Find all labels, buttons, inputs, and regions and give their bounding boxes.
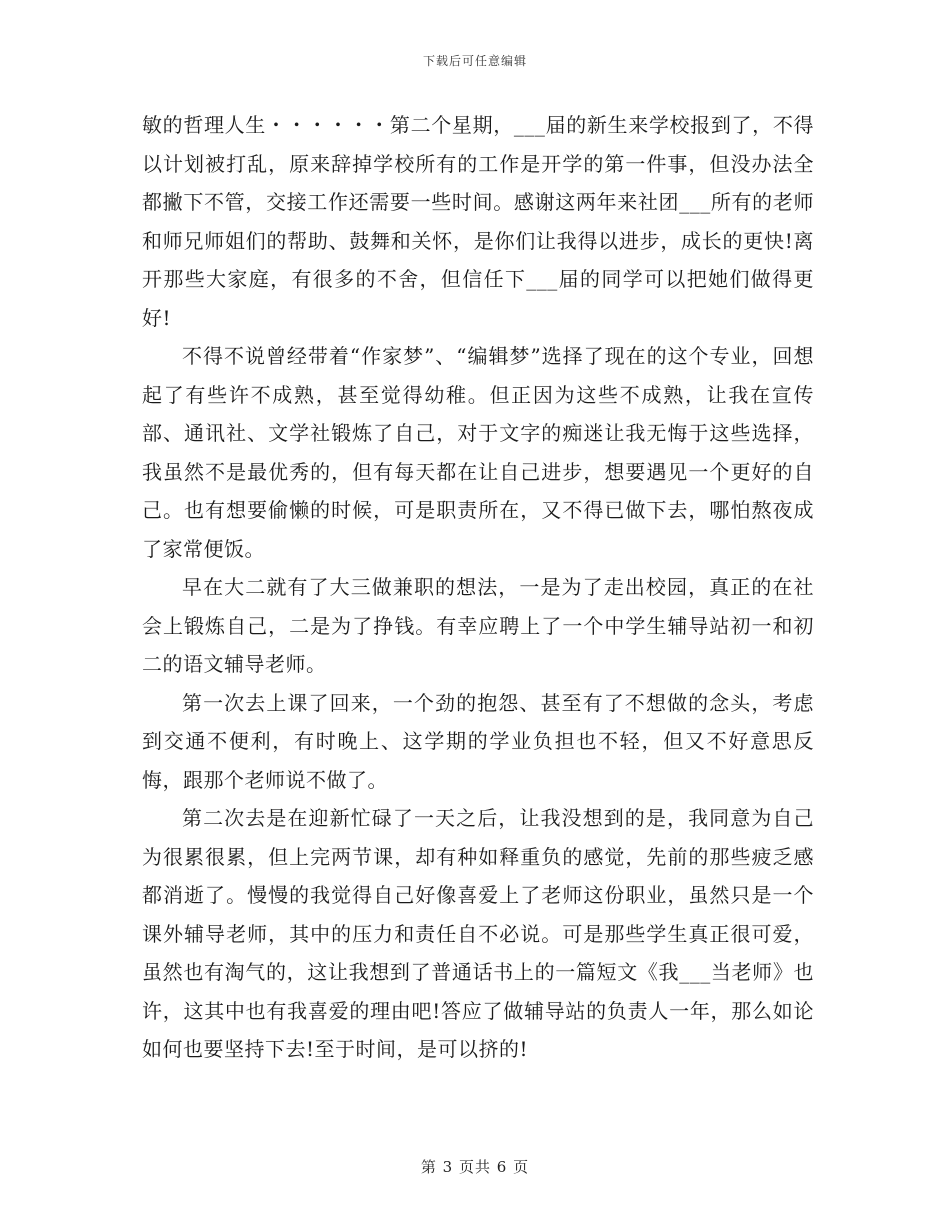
paragraph: 不得不说曾经带着“作家梦”、“编辑梦”选择了现在的这个专业，回想起了有些许不成熟，甚至觉得幼稚。但正因为这些不成熟，让我在宣传部、通讯社、文学社锻炼了自己，对于文字的痴迷让我无悔于这些选择，我虽然不是最优秀的，但有每天都在让自己进步，想要遇见一个更好的自己。也有想要偷懒的时候，可是职责所在，又不得已做下去，哪怕熬夜成了家常便饭。 — [142, 344, 814, 561]
paragraph-continuation: 敏的哲理人生・・・・・・第二个星期，___届的新生来学校报到了，不得以计划被打乱，原来辞掉学校所有的工作是开学的第一件事，但没办法全都撇下不管，交接工作还需要一些时间。感谢这两年来社团___所有的老师和师兄师姐们的帮助、鼓舞和关怀，是你们让我得以进步，成长的更快!离开那些大家庭，有很多的不舍，但信任下___届的同学可以把她们做得更好! — [142, 113, 814, 330]
document-body — [142, 106, 814, 1069]
paragraph: 第二次去是在迎新忙碌了一天之后，让我没想到的是，我同意为自己为很累很累，但上完两节课，却有种如释重负的感觉，先前的那些疲乏感都消逝了。慢慢的我觉得自己好像喜爱上了老师这份职业，虽然只是一个课外辅导老师，其中的压力和责任自不必说。可是那些学生真正很可爱，虽然也有淘气的，这让我想到了普通话书上的一篇短文《我___当老师》也许，这其中也有我喜爱的理由吧!答应了做辅导站的负责人一年，那么如论如何也要坚持下去!至于时间，是可以挤的! — [142, 806, 814, 1061]
page-header: 下载后可任意编辑 — [422, 54, 527, 68]
page-number-footer: 第 3 页共 6 页 — [420, 1158, 530, 1176]
paragraph: 早在大二就有了大三做兼职的想法，一是为了走出校园，真正的在社会上锻炼自己，二是为了挣钱。有幸应聘上了一个中学生辅导站初一和初二的语文辅导老师。 — [142, 575, 814, 676]
paragraph: 第一次去上课了回来，一个劲的抱怨、甚至有了不想做的念头，考虑到交通不便利，有时晚上、这学期的学业负担也不轻，但又不好意思反悔，跟那个老师说不做了。 — [142, 690, 814, 792]
